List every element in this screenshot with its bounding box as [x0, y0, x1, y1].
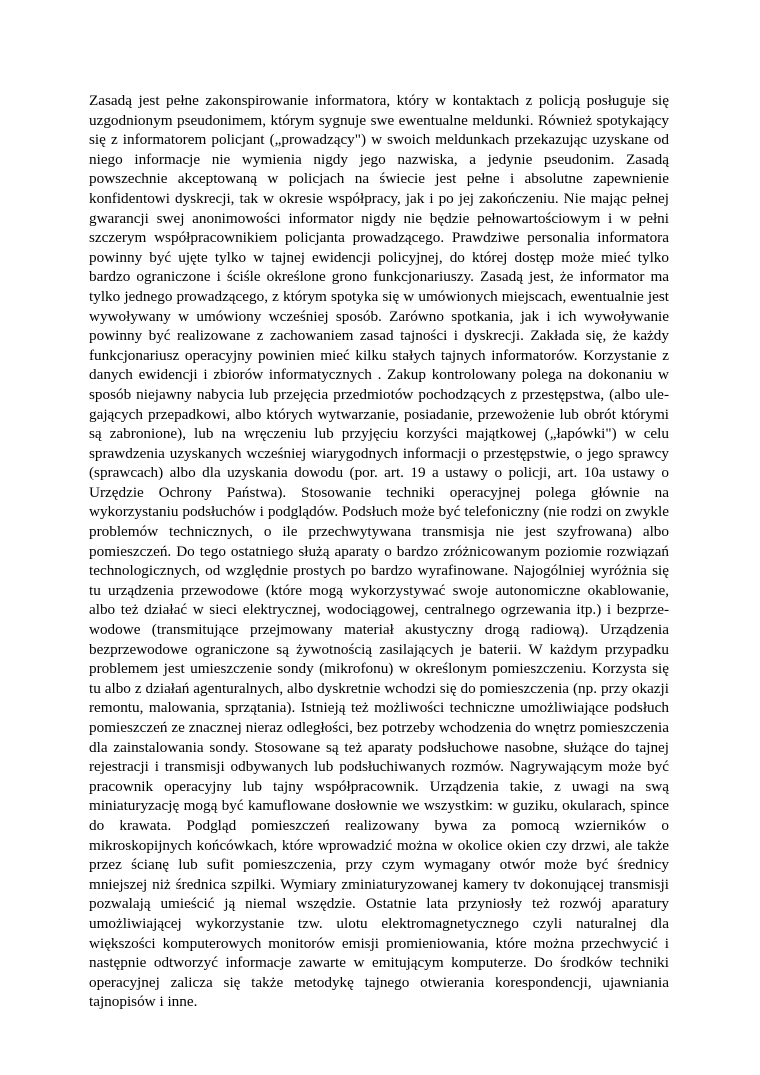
body-paragraph: Zasadą jest pełne zakonspirowanie informatora, który w kontaktach z policją posługuje się uzgodnionym pseudonimem, którym sygnuje swe ewentualne meldunki. Również spotykający się z informatorem policjant („prowadzący") w swoich meldunkach przekazując uzyskane od niego informacje nie wymienia nigdy jego nazwiska, a jedynie pseudonim. Zasadą powszechnie akceptowaną w policjach na świecie jest pełne i absolutne zapewnienie konfidentowi dyskrecji, tak w okresie współpracy, jak i po jej zakończeniu. Nie mając pełnej gwarancji swej anonimowości informator nigdy nie będzie pełnowartościowym i w pełni szczerym współpracownikiem policjanta prowadzącego. Prawdziwe personalia informatora powinny być ujęte tylko w tajnej ewidencji policyjnej, do której dostęp może mieć tylko bardzo ograniczone i ściśle określone grono funkcjonariuszy. Zasadą jest, że informator ma tylko jednego prowadzącego, z którym spotyka się w umówionych miejscach, ewentualnie jest wywoływany w umówiony wcześniej sposób. Zarówno spotkania, jak i ich wywoływanie powinny być realizowane z zachowaniem zasad tajności i dyskrecji. Zakłada się, że każdy funkcjonariusz operacyjny powinien mieć kilku stałych tajnych informatorów. Korzystanie z danych ewidencji i zbiorów informatycznych . Zakup kontrolowany polega na dokonaniu w sposób niejawny nabycia lub przejęcia przedmiotów pochodzących z przestępstwa, (albo ulegających przepadkowi, albo których wytwarzanie, posiadanie, przewożenie lub obrót którymi są zabronione), lub na wręczeniu lub przyjęciu korzyści majątkowej („łapówki") w celu sprawdzenia uzyskanych wcześniej wiarygodnych informacji o przestępstwie, o jego sprawcy (sprawcach) albo dla uzyskania dowodu (por. art. 19 a ustawy o policji, art. 10a ustawy o Urzędzie Ochrony Państwa). Stosowanie techniki operacyjnej polega głównie na wykorzystaniu podsłuchów i podglądów. Podsłuch może być telefoniczny (nie rodzi on zwykle problemów technicznych, o ile przechwytywana transmisja nie jest szyfrowana) albo pomieszczeń. Do tego ostatniego służą aparaty o bardzo zróżnicowanym poziomie rozwiązań technologicznych, od względnie prostych po bardzo wyrafinowane. Najogólniej wyróżnia się tu urządzenia przewodowe (które mogą wykorzystywać swoje autonomiczne okablowanie, albo też działać w sieci elektrycznej, wodociągowej, centralnego ogrzewania itp.) i bezprzewodowe (transmitujące przejmowany materiał akustyczny drogą radiową). Urządzenia bezprzewodowe ograniczone są żywotnością zasilających je baterii. W każdym przypadku problemem jest umieszczenie sondy (mikrofonu) w określonym pomieszczeniu. Korzysta się tu albo z działań agenturalnych, albo dyskretnie wchodzi się do pomieszczenia (np. przy okazji remontu, malowania, sprzątania). Istnieją też możliwości techniczne umożliwiające podsłuch pomieszczeń ze znacznej nieraz odległości, bez potrzeby wchodzenia do wnętrz pomieszczenia dla zainstalowania sondy. Stosowane są też aparaty podsłuchowe nasobne, służące do tajnej rejestracji i transmisji odbywanych lub podsłuchiwanych rozmów. Nagrywającym może być pracownik operacyjny lub tajny współpracownik. Urządzenia takie, z uwagi na swą miniaturyzację mogą być kamuflowane dosłownie we wszystkim: w guziku, okularach, spince do krawata. Podgląd pomieszczeń realizowany bywa za pomocą wzierników o mikroskopijnych końcówkach, które wprowadzić można w okolice okien czy drzwi, ale także przez ścianę lub sufit pomieszczenia, przy czym wymagany otwór może być średnicy mniejszej niż średnica szpilki. Wymiary zminiaturyzowanej kamery tv dokonującej transmisji pozwalają umieścić ją niemal wszędzie. Ostatnie lata przyniosły też rozwój aparatury umożliwiającej wykorzystanie tzw. ulotu elektromagnetycznego czyli naturalnej dla większości komputerowych monitorów emisji promieniowania, które można przechwycić i następnie odtworzyć informacje zawarte w emitującym komputerze. Do środków techniki operacyjnej zalicza się także metodykę tajnego otwierania korespondencji, ujawniania tajnopisów i inne. — [89, 92, 669, 1011]
body-text-block — [89, 91, 669, 1012]
